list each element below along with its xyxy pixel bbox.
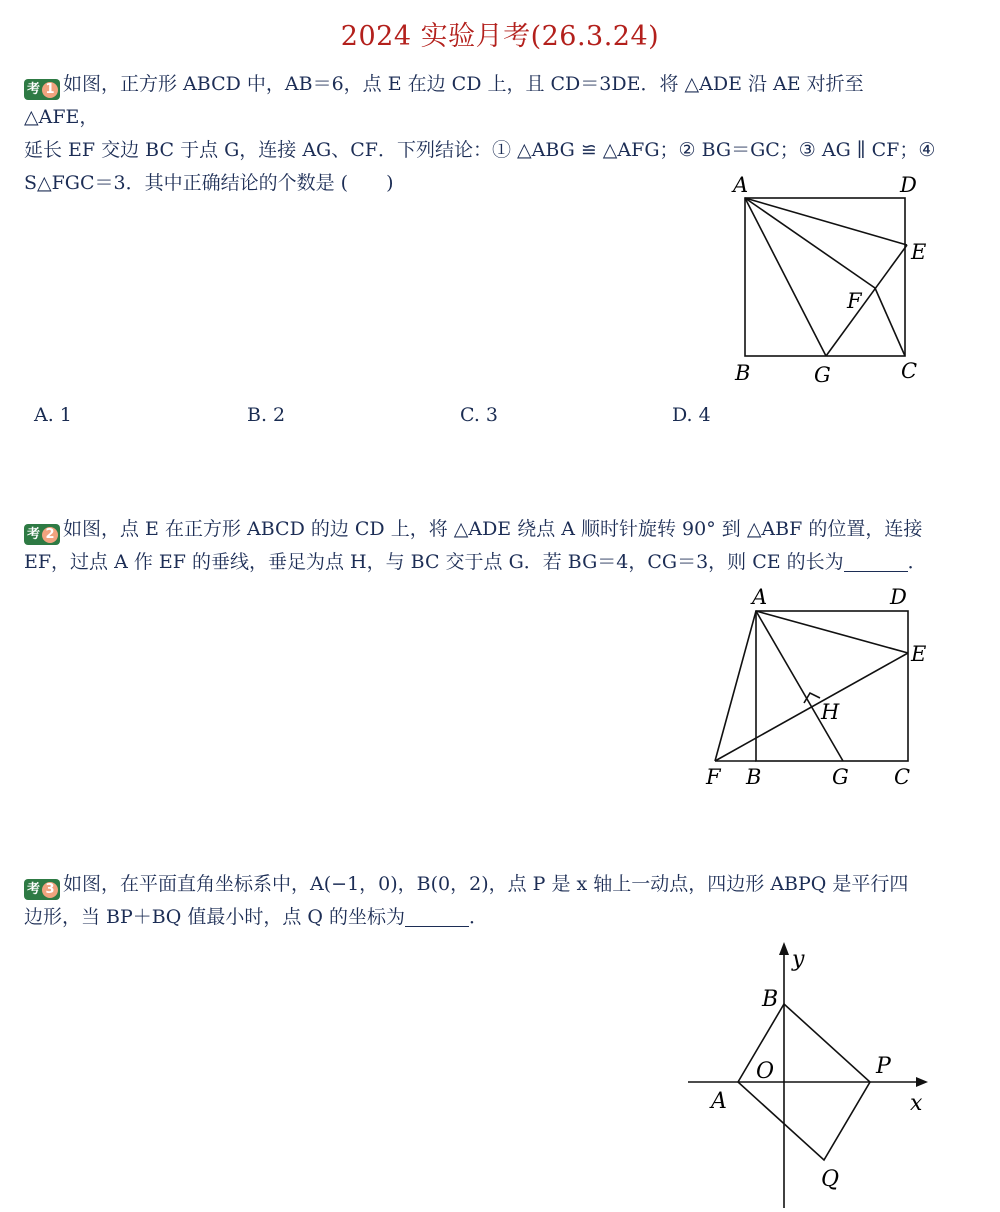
label-x: x: [910, 1091, 923, 1116]
problem-1-badge: 考 1: [24, 79, 60, 100]
label-p: P: [876, 1054, 891, 1079]
page-title: 2024 实验月考(26.3.24): [340, 21, 660, 52]
problem-2-line-2: EF，过点 A 作 EF 的垂线，垂足为点 H，与 BC 交于点 G．若 BG＝4，CG＝3，则 CE 的长为 ．: [24, 551, 927, 573]
segment-af: [745, 198, 875, 288]
option-a[interactable]: A. 1: [34, 404, 72, 426]
segment-ae-2: [756, 611, 908, 653]
square-abcd-2: [756, 611, 908, 761]
label-b: B: [735, 361, 751, 385]
option-d[interactable]: D. 4: [672, 404, 711, 426]
label-b-2: B: [746, 765, 762, 789]
label-d-2: D: [890, 585, 907, 609]
problem-1-figure: [725, 170, 945, 390]
problem-3-badge: 考 3: [24, 879, 60, 900]
right-angle-mark: [804, 693, 820, 703]
label-e: E: [911, 240, 927, 264]
label-c-2: C: [894, 765, 911, 789]
label-b-3: B: [762, 987, 779, 1012]
problem-1-line-2: 延长 EF 交边 BC 于点 G，连接 AG、CF．下列结论：① △ABG ≌ △AFG；② BG＝GC；③ AG ∥ CF；④: [24, 139, 936, 161]
label-c: C: [901, 359, 918, 383]
x-axis-arrow-icon: [916, 1077, 928, 1087]
label-a-2: A: [752, 585, 768, 609]
label-g: G: [814, 363, 831, 387]
label-h: H: [821, 700, 840, 724]
problem-3-figure: [680, 940, 940, 1210]
answer-blank-3[interactable]: [405, 906, 469, 927]
problem-1-line-1: 考 1 如图，正方形 ABCD 中，AB＝6，点 E 在边 CD 上，且 CD＝3DE．将 △ADE 沿 AE 对折至 △AFE，: [24, 73, 864, 128]
problem-1-options: [0, 404, 1000, 436]
problem-3-line-1: 考 3 如图，在平面直角坐标系中，A(−1，0)，B(0，2)，点 P 是 x 轴上一动点，四边形 ABPQ 是平行四: [24, 868, 944, 901]
problem-1-line-3: S△FGC＝3．其中正确结论的个数是 ( ): [24, 172, 394, 194]
segment-fc: [875, 288, 905, 356]
label-y: y: [792, 947, 805, 972]
label-a: A: [733, 173, 749, 197]
label-d: D: [900, 173, 917, 197]
label-g-2: G: [832, 765, 849, 789]
y-axis-arrow-icon: [779, 942, 789, 955]
label-f-2: F: [706, 765, 721, 789]
problem-3-line-2: 边形，当 BP＋BQ 值最小时，点 Q 的坐标为 ．: [24, 906, 489, 928]
problem-3-text: [24, 868, 944, 934]
segment-ae: [745, 198, 907, 245]
label-e-2: E: [911, 642, 927, 666]
problem-2-line-1: 考 2 如图，点 E 在正方形 ABCD 的边 CD 上，将 △ADE 绕点 A 顺时针旋转 90° 到 △ABF 的位置，连接: [24, 513, 944, 546]
option-b[interactable]: B. 2: [247, 404, 286, 426]
problem-2-text: [24, 513, 944, 579]
segment-ag: [745, 198, 826, 356]
segment-af-2: [715, 611, 756, 761]
segment-ag-2: [756, 611, 843, 761]
label-o: O: [756, 1059, 775, 1084]
label-q: Q: [821, 1167, 840, 1192]
option-c[interactable]: C. 3: [460, 404, 498, 426]
label-f: F: [847, 289, 862, 313]
answer-blank-2[interactable]: [844, 551, 908, 572]
problem-2-badge: 考 2: [24, 524, 60, 545]
label-a-3: A: [711, 1089, 727, 1114]
problem-2-figure: [700, 585, 950, 795]
